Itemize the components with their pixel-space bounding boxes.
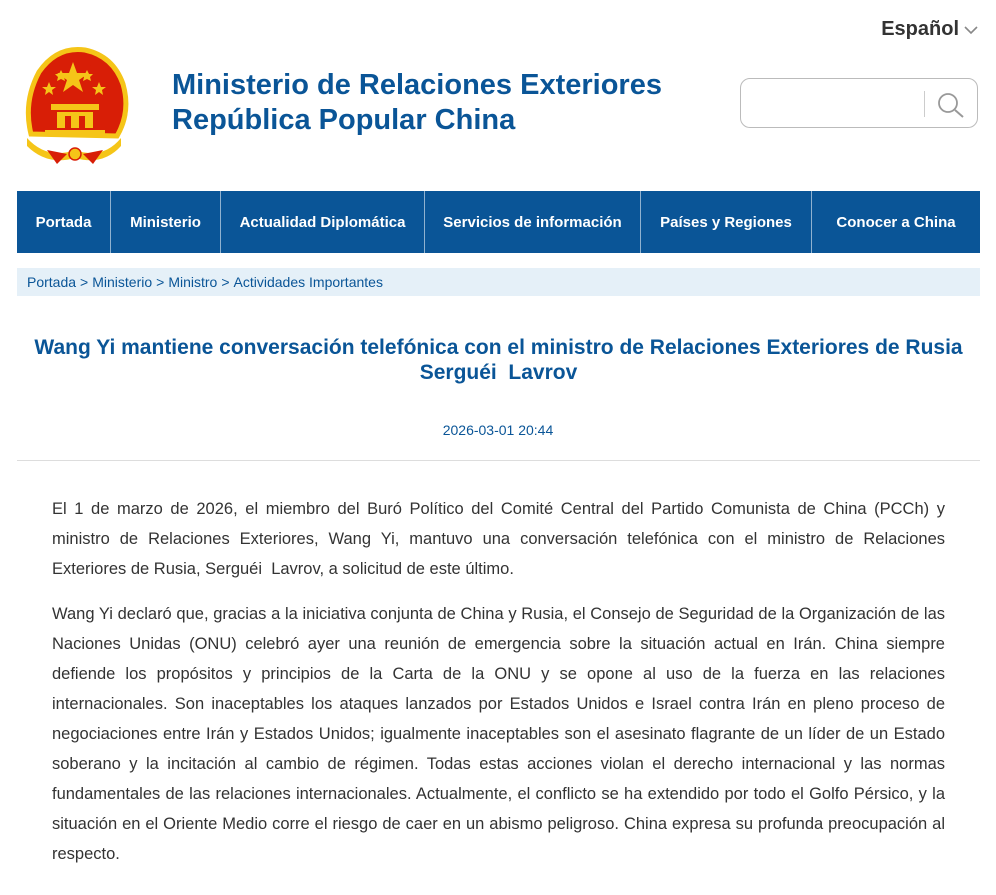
- main-nav: [17, 191, 980, 253]
- nav-item-actualidad-diplomatica[interactable]: Actualidad Diplomática: [221, 191, 425, 253]
- site-title-line2: República Popular China: [172, 104, 516, 136]
- article-body: [52, 494, 950, 884]
- search-divider: [924, 91, 925, 117]
- breadcrumb-separator: >: [221, 274, 230, 290]
- language-label: Español: [881, 18, 959, 40]
- search-input[interactable]: [751, 87, 920, 121]
- nav-item-servicios-informacion[interactable]: Servicios de información: [425, 191, 641, 253]
- divider: [17, 460, 980, 461]
- breadcrumb: [17, 268, 980, 296]
- nav-item-portada[interactable]: Portada: [17, 191, 111, 253]
- nav-item-conocer-china[interactable]: Conocer a China: [836, 213, 956, 231]
- article-paragraph: El 1 de marzo de 2026, el miembro del Buró Político del Comité Central del Partido Comunista de China (PCCh) y ministro de Relaciones Exteriores, Wang Yi, mantuvo una conversación telefónica con el ministro de Relaciones Exteriores de Rusia, Serguéi Lavrov, a solicitud de este último.: [52, 500, 950, 578]
- breadcrumb-link-actividades-importantes[interactable]: Actividades Importantes: [233, 274, 383, 290]
- site-title-line1: Ministerio de Relaciones Exteriores: [172, 69, 662, 101]
- site-title[interactable]: [172, 68, 662, 138]
- language-selector[interactable]: [881, 18, 979, 41]
- breadcrumb-separator: >: [156, 274, 165, 290]
- national-emblem-icon: [17, 42, 131, 166]
- breadcrumb-separator: >: [80, 274, 89, 290]
- article-paragraph: Wang Yi declaró que, gracias a la iniciativa conjunta de China y Rusia, el Consejo de Seguridad de la Organización de las Naciones Unidas (ONU) celebró ayer una reunión de emergencia sobre la situación actual en Irán. China siempre defiende los propósitos y principios de la Carta de la ONU y se opone al uso de la fuerza en las relaciones internacionales. Son inaceptables los ataques lanzados por Estados Unidos e Israel contra Irán en pleno proceso de negociaciones entre Irán y Estados Unidos; igualmente inaceptables son el asesinato flagrante de un líder de un Estado soberano y la incitación al cambio de régimen. Todas estas acciones violan el derecho internacional y las normas fundamentales de las relaciones internacionales. Actualmente, el conflicto se ha extendido por todo el Golfo Pérsico, y la situación en el Oriente Medio corre el riesgo de caer en un abismo peligroso. China expresa su profunda preocupación al respecto.: [52, 605, 950, 863]
- search-box: [740, 78, 978, 128]
- breadcrumb-link-ministro[interactable]: Ministro: [168, 274, 218, 290]
- nav-item-ministerio[interactable]: Ministerio: [111, 191, 221, 253]
- search-icon[interactable]: [934, 89, 968, 119]
- nav-item-paises-regiones[interactable]: Países y Regiones: [641, 191, 812, 253]
- chevron-down-icon: [963, 24, 979, 36]
- article-title: Wang Yi mantiene conversación telefónica con el ministro de Relaciones Exteriores de Rusia Serguéi Lavrov: [34, 336, 969, 384]
- article-date: 2026-03-01 20:44: [442, 422, 554, 438]
- breadcrumb-link-portada[interactable]: Portada: [27, 274, 77, 290]
- breadcrumb-link-ministerio[interactable]: Ministerio: [92, 274, 153, 290]
